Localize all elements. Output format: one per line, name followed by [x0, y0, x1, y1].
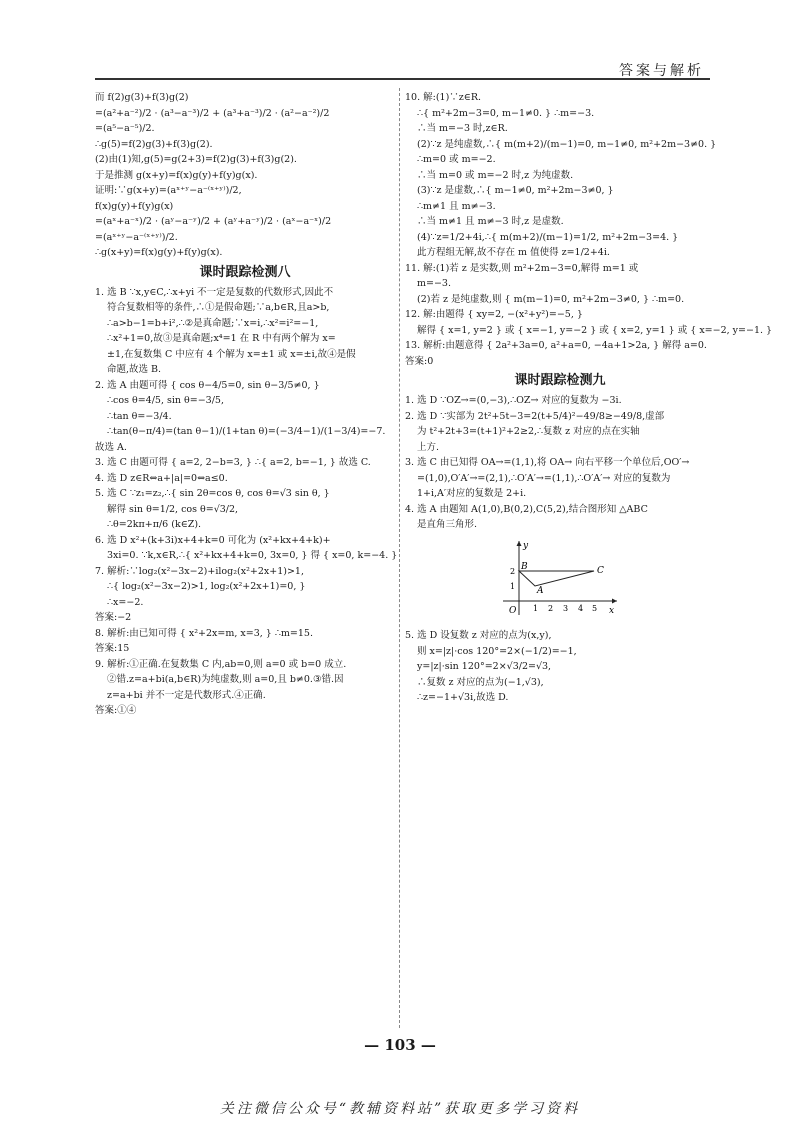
- x-tick-5: 5: [592, 603, 598, 613]
- text-line: ∴复数 z 对应的点为(−1,√3),: [417, 676, 544, 688]
- column-divider: [399, 88, 400, 1028]
- text-line: 解得 { x=1, y=2 } 或 { x=−1, y=−2 } 或 { x=2, y=1 } 或 { x=−2, y=−1. }: [417, 324, 773, 336]
- text-line: ∴当 m≠1 且 m≠−3 时,z 是虚数.: [417, 216, 564, 227]
- text-line: 答案:0: [405, 355, 434, 367]
- text-line: 9. 解析:①正确.在复数集 C 内,ab=0,则 a=0 或 b=0 成立.: [95, 658, 347, 670]
- text-line: ∴z=−1+√3i,故选 D.: [417, 692, 509, 703]
- text-line: 3. 选 C 由题可得 { a=2, 2−b=3, } ∴{ a=2, b=−1, } 故选 C.: [95, 457, 371, 468]
- x-axis-label: x: [609, 605, 615, 616]
- text-line: ∴x=−2.: [107, 596, 144, 608]
- text-line: 而 f(2)g(3)+f(3)g(2): [95, 92, 189, 103]
- section-title-8: 课时跟踪检测八: [199, 264, 291, 280]
- text-line: 故选 A.: [95, 441, 127, 453]
- text-line: 8. 解析:由已知可得 { x²+2x=m, x=3, } ∴m=15.: [95, 627, 313, 639]
- footer-note: 关注微信公众号“教辅资料站”获取更多学习资料: [219, 1101, 581, 1117]
- page-number: — 103 —: [364, 1036, 436, 1054]
- text-line: ∴当 m=−3 时,z∈R.: [417, 123, 508, 134]
- text-line: f(x)g(y)+f(y)g(x): [95, 200, 174, 212]
- y-tick-2: 2: [510, 566, 516, 576]
- text-line: ∴θ=2kπ+π/6 (k∈Z).: [107, 519, 202, 530]
- text-line: 2. 选 A 由题可得 { cos θ−4/5=0, sin θ−3/5≠0, }: [95, 379, 320, 391]
- text-line: 则 x=|z|·cos 120°=2×(−1/2)=−1,: [417, 645, 577, 657]
- text-line: 命题,故选 B.: [107, 364, 162, 375]
- triangle-abc: [519, 571, 594, 586]
- text-line: 为 t²+2t+3=(t+1)²+2≥2,∴复数 z 对应的点在实轴: [417, 426, 640, 437]
- text-line: =(1,0),O′A′→=(2,1),∴O′A′→=(1,1),∴O′A′→ 对应的复数为: [417, 472, 671, 484]
- y-tick-1: 1: [510, 581, 516, 591]
- text-line: 7. 解析:∵log₂(x²−3x−2)+ilog₂(x²+2x+1)>1,: [95, 565, 304, 577]
- text-line: ±1,在复数集 C 中应有 4 个解为 x=±1 或 x=±i,故④是假: [107, 348, 356, 360]
- text-line: 1. 选 B ∵x,y∈C,∴x+yi 不一定是复数的代数形式,因此不: [95, 286, 334, 298]
- left-block-2: [95, 285, 398, 719]
- y-arrow-icon: [517, 541, 522, 546]
- origin-label: O: [509, 605, 517, 616]
- text-line: 5. 选 C ∵z₁=z₂,∴{ sin 2θ=cos θ, cos θ=√3 sin θ, }: [95, 488, 330, 499]
- header-rule: [95, 78, 710, 80]
- page-header: [95, 48, 710, 80]
- text-line: 是直角三角形.: [417, 519, 478, 530]
- text-line: m=−3.: [417, 278, 451, 289]
- text-line: 13. 解析:由题意得 { 2a²+3a=0, a²+a=0, −4a+1>2a, } 解得 a=0.: [405, 340, 707, 351]
- text-line: ∴cos θ=4/5, sin θ=−3/5,: [107, 395, 224, 406]
- text-line: (2)∵z 是纯虚数,∴{ m(m+2)/(m−1)=0, m−1≠0, m²+2m−3≠0. }: [417, 138, 717, 150]
- text-line: 4. 选 A 由题知 A(1,0),B(0,2),C(5,2),结合图形知 △ABC: [405, 503, 648, 515]
- text-line: 此方程组无解,故不存在 m 值使得 z=1/2+4i.: [417, 247, 610, 258]
- text-line: 3xi=0. ∵k,x∈R,∴{ x²+kx+4+k=0, 3x=0, } 得 { x=0, k=−4. }: [107, 550, 398, 561]
- right-column: [405, 90, 773, 706]
- text-line: y=|z|·sin 120°=2×√3/2=√3,: [417, 661, 552, 672]
- text-line: 符合复数相等的条件,∴①是假命题;∵a,b∈R,且a>b,: [107, 302, 330, 313]
- text-line: ∴x²+1=0,故③是真命题;x⁴=1 在 R 中有两个解为 x=: [107, 333, 336, 344]
- text-line: z=a+bi 并不一定是代数形式.④正确.: [107, 689, 266, 701]
- left-column: [95, 90, 398, 719]
- text-line: =(a⁵−a⁻⁵)/2.: [95, 123, 155, 134]
- text-line: 解得 sin θ=1/2, cos θ=√3/2,: [107, 503, 239, 515]
- text-line: =(aˣ+a⁻ˣ)/2 · (aʸ−a⁻ʸ)/2 + (aʸ+a⁻ʸ)/2 · (aˣ−a⁻ˣ)/2: [95, 216, 332, 227]
- x-arrow-icon: [612, 598, 617, 603]
- header-title: 答案与解析: [619, 63, 704, 79]
- triangle-figure: [495, 537, 625, 619]
- right-block-2: [405, 393, 715, 533]
- text-line: 6. 选 D x²+(k+3i)x+4+k=0 可化为 (x²+kx+4+k)+: [95, 534, 331, 546]
- text-line: ∴tan θ=−3/4.: [107, 410, 172, 422]
- x-tick-3: 3: [563, 603, 569, 613]
- text-line: ∴a>b−1=b+i²,∴②是真命题;∵x=i,∴x²=i²=−1,: [107, 317, 319, 329]
- y-axis-label: y: [523, 540, 529, 551]
- text-line: 10. 解:(1)∵z∈R.: [405, 92, 481, 103]
- text-line: 答案:①④: [95, 705, 137, 716]
- text-line: (2)由(1)知,g(5)=g(2+3)=f(2)g(3)+f(3)g(2).: [95, 154, 297, 165]
- text-line: ∴{ m²+2m−3=0, m−1≠0. } ∴m=−3.: [417, 107, 595, 119]
- section-title-9: 课时跟踪检测九: [514, 373, 606, 388]
- text-line: =(a²+a⁻²)/2 · (a³−a⁻³)/2 + (a³+a⁻³)/2 · (a²−a⁻²)/2: [95, 107, 330, 119]
- point-a-label: A: [537, 585, 544, 596]
- text-line: 2. 选 D ∵实部为 2t²+5t−3=2(t+5/4)²−49/8≥−49/8,虚部: [405, 410, 665, 422]
- text-line: 1. 选 D ∵OZ→=(0,−3),∴OZ→ 对应的复数为 −3i.: [405, 395, 622, 406]
- text-line: 12. 解:由题得 { xy=2, −(x²+y²)=−5, }: [405, 309, 583, 320]
- right-block-1: [405, 90, 773, 369]
- x-tick-4: 4: [578, 603, 584, 613]
- text-line: 于是推测 g(x+y)=f(x)g(y)+f(y)g(x).: [95, 169, 258, 181]
- text-line: (4)∵z=1/2+4i,∴{ m(m+2)/(m−1)=1/2, m²+2m−3=4. }: [417, 231, 679, 243]
- text-line: ∴g(x+y)=f(x)g(y)+f(y)g(x).: [95, 247, 223, 258]
- text-line: (2)若 z 是纯虚数,则 { m(m−1)=0, m²+2m−3≠0, } ∴m=0.: [417, 293, 685, 305]
- text-line: 5. 选 D 设复数 z 对应的点为(x,y),: [405, 630, 552, 641]
- text-line: ∴tan(θ−π/4)=(tan θ−1)/(1+tan θ)=(−3/4−1)/(1−3/4)=−7.: [107, 426, 386, 437]
- text-line: 证明:∵g(x+y)=(aˣ⁺ʸ−a⁻⁽ˣ⁺ʸ⁾)/2,: [95, 185, 242, 196]
- right-block-3: [405, 628, 715, 706]
- text-line: ∴{ log₂(x²−3x−2)>1, log₂(x²+2x+1)=0, }: [107, 581, 306, 592]
- text-line: 上方.: [417, 441, 440, 453]
- point-b-label: B: [521, 561, 528, 572]
- text-line: 3. 选 C 由已知得 OA→=(1,1),将 OA→ 向右平移一个单位后,OO′→: [405, 457, 690, 468]
- left-block-1: [95, 90, 395, 261]
- text-line: ∴当 m=0 或 m=−2 时,z 为纯虚数.: [417, 169, 574, 181]
- text-line: 答案:15: [95, 643, 130, 654]
- text-line: 1+i,A′对应的复数是 2+i.: [417, 488, 527, 499]
- x-tick-1: 1: [533, 603, 539, 613]
- text-line: 4. 选 D z∈R⇔a+|a|=0⇔a≤0.: [95, 472, 228, 484]
- text-line: =(aˣ⁺ʸ−a⁻⁽ˣ⁺ʸ⁾)/2.: [95, 231, 178, 243]
- text-line: (3)∵z 是虚数,∴{ m−1≠0, m²+2m−3≠0, }: [417, 185, 614, 196]
- text-line: ∴g(5)=f(2)g(3)+f(3)g(2).: [95, 138, 213, 150]
- text-line: ②错.z=a+bi(a,b∈R)为纯虚数,则 a=0,且 b≠0.③错.因: [107, 674, 344, 685]
- text-line: 答案:−2: [95, 612, 132, 623]
- x-tick-2: 2: [548, 603, 554, 613]
- text-line: ∴m≠1 且 m≠−3.: [417, 200, 496, 212]
- point-c-label: C: [597, 565, 604, 576]
- text-line: ∴m=0 或 m=−2.: [417, 154, 496, 165]
- text-line: 11. 解:(1)若 z 是实数,则 m²+2m−3=0,解得 m=1 或: [405, 262, 639, 274]
